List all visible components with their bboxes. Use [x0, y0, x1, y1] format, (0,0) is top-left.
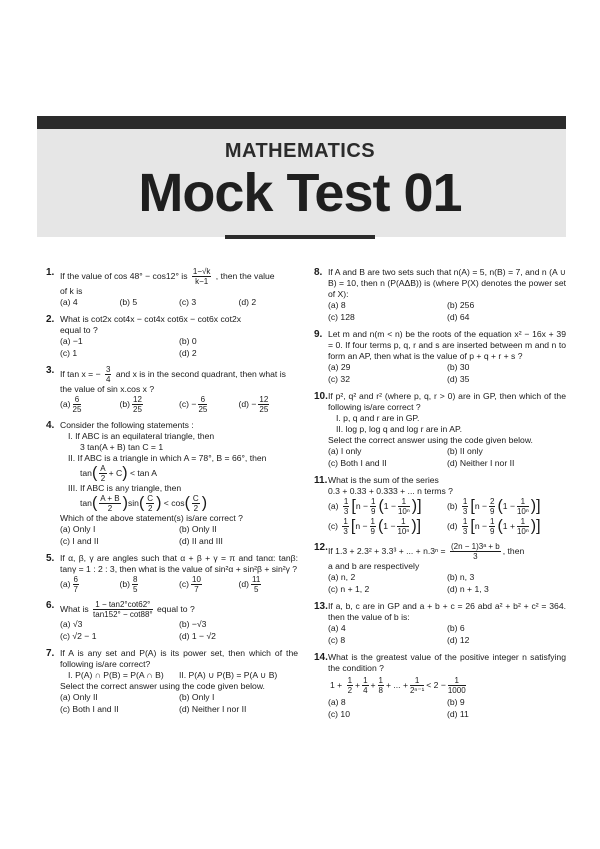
- option[interactable]: (c) 3: [179, 297, 197, 307]
- option[interactable]: (a) √3: [60, 619, 83, 629]
- option[interactable]: (c) $\frac{10}{7}$: [179, 575, 201, 594]
- options: [60, 524, 298, 547]
- option[interactable]: (d) II and III: [179, 536, 223, 546]
- options: [60, 692, 298, 715]
- question-text: If the value of cos 48° − cos12° is: [60, 270, 188, 281]
- options: [328, 446, 566, 469]
- option[interactable]: (b) −√3: [179, 619, 207, 629]
- option[interactable]: (a) Only II: [60, 692, 98, 702]
- option[interactable]: (b) $\frac{12}{25}$: [119, 395, 142, 414]
- option[interactable]: (a) −1: [60, 336, 83, 346]
- statement-1: I. P(A) ∩ P(B) = P(A ∩ B): [68, 670, 164, 680]
- statement-1: I. p, q and r are in GP.: [336, 413, 420, 423]
- question-text: What is the greatest value of the positive integer n satisfying the condition ?: [328, 652, 566, 673]
- options: [328, 697, 566, 720]
- left-column: [46, 267, 298, 721]
- option[interactable]: (c) √2 − 1: [60, 631, 97, 641]
- fraction: $\frac{1-√k}{k-1}$: [192, 267, 211, 286]
- option[interactable]: (d) Neither I nor II: [447, 458, 515, 468]
- option[interactable]: (a) 29: [328, 362, 351, 372]
- question-text: What is: [60, 603, 89, 614]
- subject-title: MATHEMATICS: [224, 140, 376, 162]
- question-11: 11. What is the sum of the series 0.3 + 0.33 + 0.333 + ... n terms ? (a) $\frac{1}{3}$ [n − $\frac{1}{9}$ (1 − $\frac{1}{\text{10ⁿ}}$ )] (b) $\frac{1}{3}$ [n − $\frac{2}{9}$ (1 − $\frac{1}{\text{10ⁿ}}$ )] (c) $\frac{1}{3}$ [n − $\frac{1}{9}$ (1 − $\frac{1}{\text{10ⁿ}}$ )] (d) $\frac{1}{3}$ [n − $\frac{1}{9}$ (1 + $\frac{1}{\text{10ⁿ}}$ )]: [314, 475, 566, 536]
- question-5: [46, 553, 298, 594]
- option[interactable]: (c) − $\frac{6}{25}$: [179, 395, 208, 414]
- option[interactable]: (b) 256: [447, 300, 475, 310]
- options: [328, 497, 566, 536]
- question-14: [314, 652, 566, 720]
- option[interactable]: (d) n + 1, 3: [447, 584, 489, 594]
- option[interactable]: (c) 8: [328, 635, 346, 645]
- options: [60, 336, 298, 359]
- question-number: 6.: [46, 600, 55, 611]
- options: [60, 575, 298, 594]
- question-text: What is the sum of the series: [328, 475, 439, 485]
- option[interactable]: (b) $\frac{8}{5}$: [119, 575, 138, 594]
- option[interactable]: (a) n, 2: [328, 572, 356, 582]
- question-number: 12.: [314, 542, 328, 553]
- option[interactable]: (a) $\frac{1}{3}$ [n − $\frac{1}{9}$ (1 − $\frac{1}{\text{10ⁿ}}$ )]: [328, 497, 422, 516]
- question-number: 4.: [46, 420, 55, 431]
- option[interactable]: (c) 128: [328, 312, 355, 322]
- option[interactable]: (b) 30: [447, 362, 470, 372]
- option[interactable]: (c) 10: [328, 709, 350, 719]
- option[interactable]: (d) 12: [447, 635, 470, 645]
- question-number: 2.: [46, 314, 55, 325]
- option[interactable]: (d) $\frac{1}{3}$ [n − $\frac{1}{9}$ (1 + $\frac{1}{\text{10ⁿ}}$ )]: [447, 517, 541, 536]
- question-number: 1.: [46, 267, 55, 278]
- question-13: [314, 601, 566, 646]
- question-text: Consider the following statements :: [60, 420, 194, 430]
- options: [328, 623, 566, 646]
- option[interactable]: (a) 4: [328, 623, 346, 633]
- question-text: If tan x = −: [60, 368, 101, 379]
- fraction: $\frac{1 - \tan 2^\circ\cot 62^\circ}{\tan 152^\circ - \cot 88^\circ}$: [93, 600, 153, 619]
- option[interactable]: (b) 5: [119, 297, 138, 307]
- right-column: [314, 267, 566, 726]
- page-title: Mock Test 01: [138, 163, 462, 223]
- option[interactable]: (a) 8: [328, 300, 346, 310]
- option[interactable]: (c) 1: [60, 348, 78, 358]
- option[interactable]: (c) I and II: [60, 536, 99, 546]
- question-10: 10. If p², q² and r² (where p, q, r > 0) are in GP, then which of the following is/are correct ? I. p, q and r are in GP. II. log p, log q and log r are in AP. Select the correct answer using the code given below. (a) I only (b) II only (c) Both I and II (d) Neither I nor II: [314, 391, 566, 468]
- question-number: 7.: [46, 648, 55, 659]
- question-4: 4. Consider the following statements : I. If ABC is an equilateral triangle, then 3 tan(A + B) tan C = 1 II. If ABC is a triangle in which A = 78°, B = 66°, then tan( $\frac{A}{2}$ + C) < tan A III. If ABC is any triangle, then tan( $\frac{A + B}{2}$ )sin( $\frac{C}{2}$ ) < cos( $\frac{C}{2}$ ) Which of the above statement(s) is/are correct ? (a) Only I (b) Only II (c) I and II (d) II and III: [46, 420, 298, 547]
- option[interactable]: (b) $\frac{1}{3}$ [n − $\frac{2}{9}$ (1 − $\frac{1}{\text{10ⁿ}}$ )]: [447, 497, 541, 516]
- option[interactable]: (d) $\frac{11}{5}$: [238, 575, 261, 594]
- question-7: 7. If A is any set and P(A) is its power set, then which of the following is/are correct? I. P(A) ∩ P(B) = P(A ∩ B) II. P(A) ∪ P(B) = P(A ∪ B) Select the correct answer using the code given below. (a) Only II (b) Only I (c) Both I and II (d) Neither I nor II: [46, 648, 298, 714]
- header-top-bar: [37, 116, 566, 129]
- option[interactable]: (b) Only I: [179, 692, 215, 702]
- question-number: 14.: [314, 652, 328, 663]
- option[interactable]: (b) 9: [447, 697, 465, 707]
- statement-3: III. If ABC is any triangle, then tan( $\frac{A + B}{2}$ )sin( $\frac{C}{2}$ ) < cos( $\frac{C}{2}$ ): [68, 483, 208, 513]
- option[interactable]: (a) Only I: [60, 524, 96, 534]
- question-number: 3.: [46, 365, 55, 376]
- question-text: If A and B are two sets such that n(A) = 5, n(B) = 7, and n (A ∪ B) = 10, then n (P(AΔB)) is (where P(X) denotes the power set of X):: [328, 267, 566, 299]
- question-text: If 1.3 + 2.3² + 3.3³ + ... + n.3ⁿ =: [328, 545, 446, 556]
- option[interactable]: (b) n, 3: [447, 572, 475, 582]
- option[interactable]: (d) 2: [179, 348, 197, 358]
- statement-2: II. If ABC is a triangle in which A = 78°, B = 66°, then tan( $\frac{A}{2}$ + C) < tan A: [68, 453, 267, 483]
- option[interactable]: (d) 64: [447, 312, 470, 322]
- fraction: $\frac{\text{(2n − 1)3ᵃ + b}}{3}$: [450, 542, 500, 561]
- option[interactable]: (d) Neither I nor II: [179, 704, 247, 714]
- question-number: 5.: [46, 553, 55, 564]
- option[interactable]: (d) 11: [447, 709, 469, 719]
- option[interactable]: (a) $\frac{6}{7}$: [60, 575, 78, 594]
- option[interactable]: (a) 8: [328, 697, 346, 707]
- question-number: 13.: [314, 601, 328, 612]
- option[interactable]: (a) $\frac{6}{25}$: [60, 395, 82, 414]
- options: [60, 619, 298, 642]
- option[interactable]: (c) n + 1, 2: [328, 584, 370, 594]
- fraction: $\frac{3}{4}$: [106, 365, 111, 384]
- question-1: 1. If the value of cos 48° − cos12° is $\frac{1-√k}{k-1}$ , then the value of k is (a) 4 (b) 5 (c) 3 (d) 2: [46, 267, 298, 308]
- option[interactable]: (a) I only: [328, 446, 362, 456]
- question-text: If a, b, c are in GP and a + b + c = 26 abd a² + b² + c² = 364. then the value of b is:: [328, 601, 566, 622]
- option[interactable]: (b) 0: [179, 336, 197, 346]
- option[interactable]: (c) 32: [328, 374, 350, 384]
- option[interactable]: (b) Only II: [179, 524, 217, 534]
- question-2: 2. What is cot2x cot4x − cot4x cot6x − cot6x cot2x equal to ? (a) −1 (b) 0 (c) 1 (d) 2: [46, 314, 298, 359]
- option[interactable]: (c) Both I and II: [328, 458, 387, 468]
- question-text: What is cot2x cot4x − cot4x cot6x − cot6x cot2x: [60, 314, 242, 324]
- options: [60, 395, 298, 414]
- statement-2: II. log p, log q and log r are in AP.: [336, 424, 462, 434]
- inequality-expression: 1 + $\frac{1}{2}$ + $\frac{1}{4}$ + $\frac{1}{8}$ + ... + $\frac{1}{\text{2ⁿ⁻¹}}$ < 2 − $\frac{1}{1000}$: [330, 676, 466, 695]
- options: [328, 362, 566, 385]
- options: [60, 297, 298, 308]
- question-8: [314, 267, 566, 323]
- options: [328, 300, 566, 323]
- question-number: 11.: [314, 475, 328, 486]
- option[interactable]: (b) 6: [447, 623, 465, 633]
- option[interactable]: (d) − $\frac{12}{25}$: [238, 395, 269, 414]
- options: [328, 572, 566, 595]
- option[interactable]: (d) 2: [238, 297, 257, 307]
- option[interactable]: (c) Both I and II: [60, 704, 119, 714]
- question-number: 9.: [314, 329, 323, 340]
- question-number: 10.: [314, 391, 328, 402]
- question-number: 8.: [314, 267, 323, 278]
- question-3: 3. If tan x = − $\frac{3}{4}$ and x is in the second quadrant, then what is the value of sin x.cos x ? (a) $\frac{6}{25}$ (b) $\frac{12}{25}$ (c) − $\frac{6}{25}$ (d) − $\frac{12}{25}$: [46, 365, 298, 414]
- option[interactable]: (c) $\frac{1}{3}$ [n − $\frac{1}{9}$ (1 − $\frac{1}{\text{10ⁿ}}$ )]: [328, 517, 422, 536]
- option[interactable]: (a) 4: [60, 297, 78, 307]
- question-6: 6. What is $\frac{1 - \tan 2^\circ\cot 62^\circ}{\tan 152^\circ - \cot 88^\circ}$ equal to ? (a) √3 (b) −√3 (c) √2 − 1 (d) 1 − √2: [46, 600, 298, 642]
- option[interactable]: (b) II only: [447, 446, 483, 456]
- question-text: If p², q² and r² (where p, q, r > 0) are in GP, then which of the following is/are correct ?: [328, 391, 566, 412]
- option[interactable]: (d) 1 − √2: [179, 631, 216, 641]
- title-underline: [225, 235, 375, 239]
- question-text: If α, β, γ are angles such that α + β + γ = π and tanα: tanβ: tanγ = 1 : 2 : 3, then what is the value of sin²α + sin²β + sin²γ ?: [60, 553, 298, 574]
- question-12: 12. If 1.3 + 2.3² + 3.3³ + ... + n.3ⁿ = $\frac{\text{(2n − 1)3ᵃ + b}}{3}$ , then a and b are respectively (a) n, 2 (b) n, 3 (c) n + 1, 2 (d) n + 1, 3: [314, 542, 566, 595]
- statement-2: II. P(A) ∪ P(B) = P(A ∪ B): [179, 670, 278, 680]
- option[interactable]: (d) 35: [447, 374, 470, 384]
- statement-1: I. If ABC is an equilateral triangle, then 3 tan(A + B) tan C = 1: [68, 431, 215, 452]
- question-9: [314, 329, 566, 385]
- question-text: If A is any set and P(A) is its power set, then which of the following is/are correct?: [60, 648, 298, 669]
- question-text: Let m and n(m < n) be the roots of the equation x² − 16x + 39 = 0. If four terms p, q, r and s are inserted between m and n to form an AP, then what is the value of p + q + r + s ?: [328, 329, 566, 361]
